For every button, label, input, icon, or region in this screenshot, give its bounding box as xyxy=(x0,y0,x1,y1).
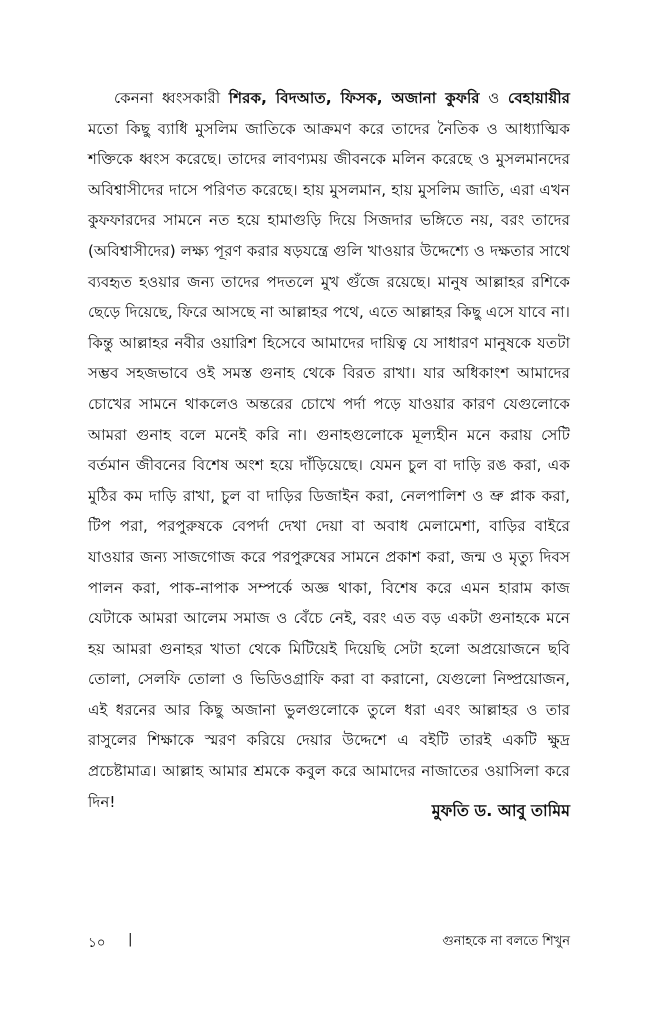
conjunction: ও xyxy=(479,89,509,107)
term-behayai: বেহায়ায়ীর xyxy=(508,89,571,107)
comma: , xyxy=(325,89,341,107)
term-bidat: বিদআত xyxy=(275,89,326,107)
running-title: গুনাহকে না বলতে শিখুন xyxy=(442,934,570,949)
footer-separator: | xyxy=(128,931,133,947)
comma: , xyxy=(376,89,392,107)
body-text xyxy=(88,83,570,817)
paragraph-rest: মতো কিছু ব্যাধি মুসলিম জাতিকে আক্রমণ করে তাদের নৈতিক ও আধ্যাত্মিক শক্তিকে ধ্বংস করেছে। তাদের লাবণ্যময় জীবনকে মলিন করেছে ও মুসলমানদের অবিশ্বাসীদের দাসে পরিণত করেছে। হায় মুসলমান, হায় মুসলিম জাতি, এরা এখন কুফফারদের সামনে নত হয়ে হামাগুড়ি দিয়ে সিজদার ভঙ্গিতে নয়, বরং তাদের (অবিশ্বাসীদের) লক্ষ্য পূরণ করার ষড়যন্ত্রে গুলি খাওয়ার উদ্দেশ্যে ও দক্ষতার সাথে ব্যবহৃত হওয়ার জন্য তাদের পদতলে মুখ গুঁজে রয়েছে। মানুষ আল্লাহর রশিকে ছেড়ে দিয়েছে, ফিরে আসছে না আল্লাহর পথে, এতে আল্লাহর কিছু এসে যাবে না। কিন্তু আল্লাহর নবীর ওয়ারিশ হিসেবে আমাদের দায়িত্ব যে সাধারণ মানুষকে যতটা সম্ভব সহজভাবে ওই সমস্ত গুনাহ থেকে বিরত রাখা। যার অধিকাংশ আমাদের চোখের সামনে থাকলেও অন্তরের চোখে পর্দা পড়ে যাওয়ার কারণ যেগুলোকে আমরা গুনাহ বলে মনেই করি না। গুনাহগুলোকে মূল্যহীন মনে করায় সেটি বর্তমান জীবনের বিশেষ অংশ হয়ে দাঁড়িয়েছে। যেমন চুল বা দাড়ি রঙ করা, এক মুঠির কম দাড়ি রাখা, চুল বা দাড়ির ডিজাইন করা, নেলপালিশ ও ভ্রু প্লাক করা, টিপ পরা, পরপুরুষকে বেপর্দা দেখা দেয়া বা অবাধ মেলামেশা, বাড়ির বাইরে যাওয়ার জন্য সাজগোজ করে পরপুরুষের সামনে প্রকাশ করা, জন্ম ও মৃত্যু দিবস পালন করা, পাক-নাপাক সম্পর্কে অজ্ঞ থাকা, বিশেষ করে এমন হারাম কাজ যেটাকে আমরা আলেম সমাজ ও বেঁচে নেই, বরং এত বড় একটা গুনাহকে মনে হয় আমরা গুনাহর খাতা থেকে মিটিয়েই দিয়েছি সেটা হলো অপ্রয়োজনে ছবি তোলা, সেলফি তোলা ও ভিডিওগ্রাফি করা বা করানো, যেগুলো নিষ্প্রয়োজন, এই ধরনের আর কিছু অজানা ভুলগুলোকে তুলে ধরা এবং আল্লাহর ও তার রাসুলের শিক্ষাকে স্মরণ করিয়ে দেয়ার উদ্দেশে এ বইটি তারই একটি ক্ষুদ্র প্রচেষ্টামাত্র। আল্লাহ আমার শ্রমকে কবুল করে আমাদের নাজাতের ওয়াসিলা করে দিন! xyxy=(88,119,570,811)
paragraph xyxy=(88,83,570,817)
term-fisk: ফিসক xyxy=(340,89,377,107)
page-number: ১০ xyxy=(88,935,106,951)
author-signature: মুফতি ড. আবু তামিম xyxy=(431,801,570,820)
lead-text: কেননা ধ্বংসকারী xyxy=(114,89,229,107)
term-kufri: অজানা কুফরি xyxy=(391,89,480,107)
page-footer xyxy=(88,932,570,954)
comma: , xyxy=(261,89,276,107)
term-shirk: শিরক xyxy=(228,89,262,107)
